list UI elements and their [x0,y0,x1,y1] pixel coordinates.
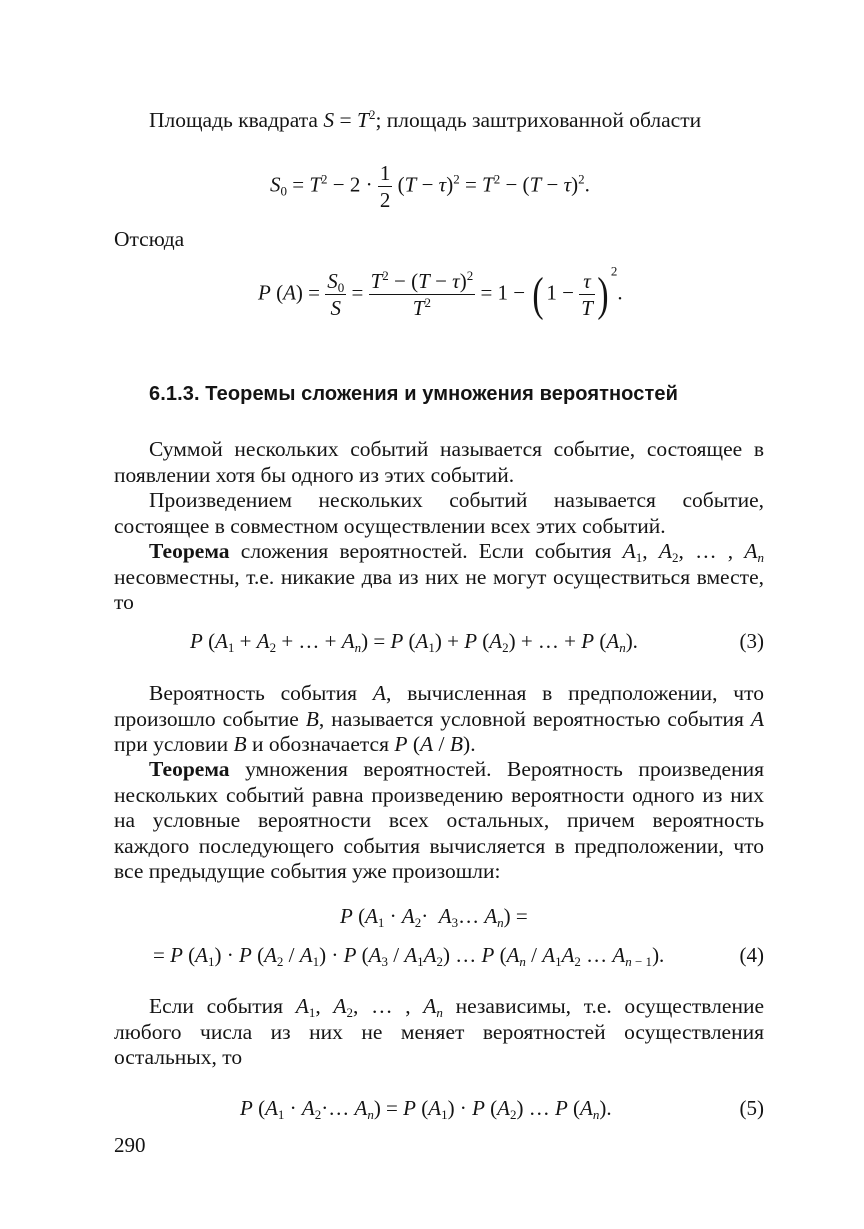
intro-line: Площадь квадрата $S = T^2$; площадь заштрихованной области [149,107,702,132]
equation-3-number: (3) [739,629,764,653]
paragraph-theorem-addition: Теорема сложения вероятностей. Если события $A_1$, $A_2$, … , $A_n$ несовместны, т.е. никакие два из них не могут осуществиться вместе, то [114,539,765,614]
paragraph-conditional: Вероятность события A, вычисленная в предположении, что произошло событие B, называется условной вероятностью события A при условии B и обозначается P (A / B). [114,681,764,756]
intro-text-1: Площадь квадрата [149,108,324,132]
paragraph-independence: Если события $A_1$, $A_2$, … , $A_n$ независимы, т.е. осуществление любого числа из них не меняет вероятностей осуществления остальных, то [114,994,764,1069]
fraction-half: $\frac{1}{2}$ [379,161,391,212]
equation-4-line-2: = P $(A_1) \cdot P$ $(A_2 / A_1) \cdot P$ $(A_3 / A_1A_2)$ … P ($A_n / A_1A_2$ … $A_{n - 1}$). [153,943,665,969]
paragraph-sum: Суммой нескольких событий называется событие, состоящее в появлении хотя бы одного из этих событий. [114,437,764,487]
equation-4-number: (4) [739,943,764,967]
paragraph-theorem-multiplication: Теорема умножения вероятностей. Вероятность произведения нескольких событий равна произведению вероятности одного из них на условные вероятности всех остальных, причем вероятность каждого последующего события вычисляется в предположении, что все предыдущие события уже произошли: [114,757,764,883]
section-heading: 6.1.3. Теоремы сложения и умножения вероятностей [149,383,678,405]
formula-s0: $S_0 = T^2 - 2$ · $\frac{1}{2}$ $(T - \tau)^2 = T^2 - (T - \tau)^2$. [270,161,590,212]
paragraph-product: Произведением нескольких событий называется событие, состоящее в совместном осуществлении всех этих событий. [114,488,764,538]
equation-3: P ($A_1 + A_2$ + … + $A_n) = P$ $(A_1) + P$ $(A_2)$ + … + P $(A_n)$. [190,629,638,655]
otsyuda-text: Отсюда [114,227,185,251]
page-number: 290 [114,1133,146,1157]
equation-5-number: (5) [739,1096,764,1120]
intro-text-2: ; площадь заштрихованной области [375,108,702,132]
equation-5: P ($A_1$ · $A_2\cdot\dots$ $A_n) = P$ $(A_1) \cdot P$ $(A_2)$ … P $(A_n)$. [240,1096,612,1122]
equation-4-line-1: P ($A_1 \cdot A_2\cdot$ $A_3\dots$ $A_n$) = [340,904,528,930]
formula-pa: P (A) = $\frac{S_0}{S}$ = $\frac{T^2 - (T - \tau)^2}{T^2}$ = 1 − ( 1 − $\frac{\tau}{T}$ ) $^2$. [258,263,623,321]
